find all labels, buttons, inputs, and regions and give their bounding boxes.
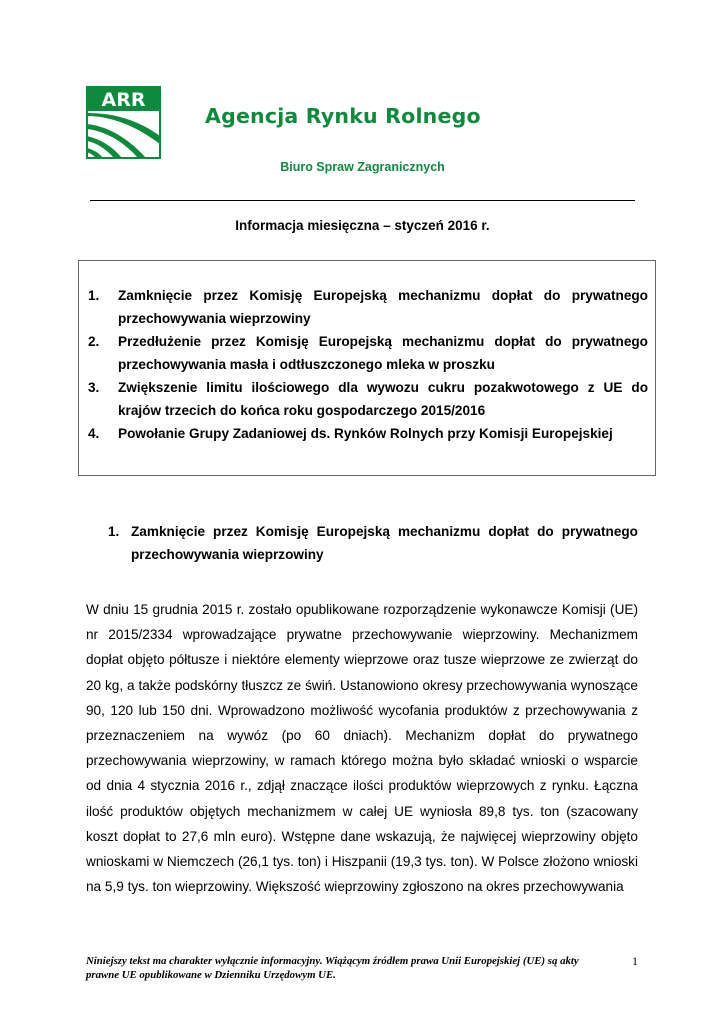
arr-logo-graphic [86, 86, 161, 159]
header-divider [90, 200, 635, 201]
toc-item [88, 284, 648, 330]
toc-list [88, 284, 648, 445]
toc-item [88, 376, 648, 422]
toc-item-text: Powołanie Grupy Zadaniowej ds. Rynków Rolnych przy Komisji Europejskiej [118, 426, 613, 441]
toc-item-text: Przedłużenie przez Komisję Europejską mechanizmu dopłat do prywatnego przechowywania masła i odtłuszczonego mleka w proszku [118, 334, 648, 372]
toc-item-number: 1. [88, 288, 100, 303]
page-number: 1 [632, 954, 638, 968]
toc-item-number: 2. [88, 334, 100, 349]
logo-text: ARR [101, 89, 146, 111]
section-heading [108, 520, 638, 566]
toc-item-number: 3. [88, 380, 100, 395]
department-name: Biuro Spraw Zagranicznych [280, 160, 445, 174]
section-body-paragraph: W dniu 15 grudnia 2015 r. zostało opublikowane rozporządzenie wykonawcze Komisji (UE) nr 2015/2334 wprowadzające prywatne przechowywanie wieprzowiny. Mechanizmem dopłat objęto półtusze i niektóre elementy wieprzowe oraz tusze wieprzowe ze zwierząt do 20 kg, a także podskórny tłuszcz ze świń. Ustanowiono okresy przechowywania wynoszące 90, 120 lub 150 dni. Wprowadzono możliwość wycofania produktów z przechowywania z przeznaczeniem na wywóz (po 60 dniach). Mechanizm dopłat do prywatnego przechowywania wieprzowiny, w ramach którego można było składać wnioski o wsparcie od dnia 4 stycznia 2016 r., zdjął znaczące ilości produktów wieprzowych z rynku. Łączna ilość produktów objętych mechanizmem w całej UE wyniosła 89,8 tys. ton (szacowany koszt dopłat to 27,6 mln euro). Wstępne dane wskazują, że najwięcej wieprzowiny objęto wnioskami w Niemczech (26,1 tys. ton) i Hiszpanii (19,3 tys. ton). W Polsce złożono wnioski na 5,9 tys. ton wieprzowiny. Większość wieprzowiny zgłoszono na okres przechowywania [86, 602, 638, 895]
document-title: Informacja miesięczna – styczeń 2016 r. [235, 218, 490, 233]
footer-disclaimer: Niniejszy tekst ma charakter wyłącznie informacyjny. Wiążącym źródłem prawa Unii Europejskiej (UE) są akty prawne UE opublikowane w Dzienniku Urzędowym UE. [86, 955, 579, 981]
toc-item [88, 330, 648, 376]
org-name: Agencja Rynku Rolnego [205, 104, 481, 128]
arr-logo [86, 86, 161, 159]
toc-item-number: 4. [88, 426, 100, 441]
toc-item-text: Zamknięcie przez Komisję Europejską mechanizmu dopłat do prywatnego przechowywania wieprzowiny [118, 288, 648, 326]
section-number: 1. [108, 524, 120, 539]
section-heading-text: Zamknięcie przez Komisję Europejską mechanizmu dopłat do prywatnego przechowywania wieprzowiny [131, 524, 638, 562]
toc-item-text: Zwiększenie limitu ilościowego dla wywozu cukru pozakwotowego z UE do krajów trzecich do końca roku gospodarczego 2015/2016 [118, 380, 648, 418]
toc-item [88, 422, 648, 445]
